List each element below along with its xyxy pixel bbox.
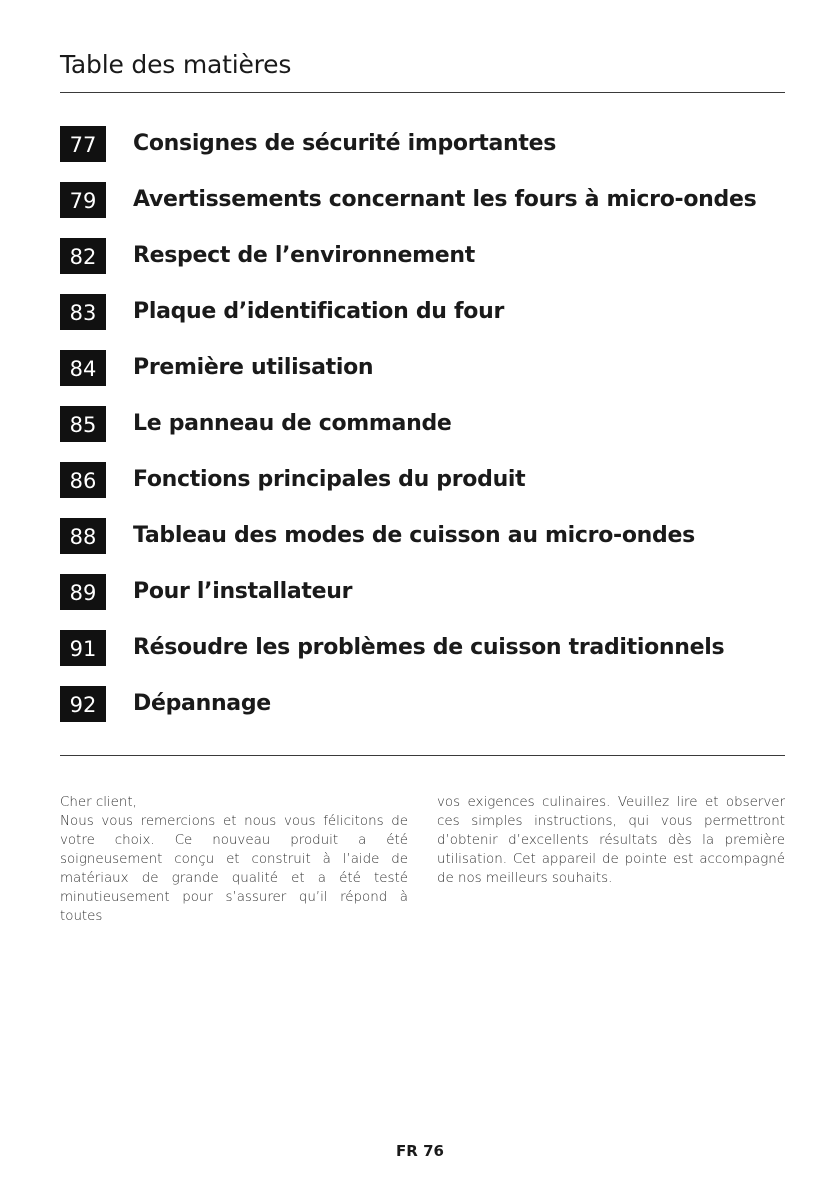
toc-item-installateur[interactable] <box>60 574 785 630</box>
toc-item-label: Consignes de sécurité importantes <box>133 131 557 156</box>
toc-page-number: 86 <box>60 462 106 498</box>
toc-item-premiere-utilisation[interactable] <box>60 350 785 406</box>
toc-item-label: Le panneau de commande <box>133 411 452 436</box>
intro-salutation: Cher client, <box>60 795 137 810</box>
top-divider <box>60 92 785 93</box>
toc-page-number: 82 <box>60 238 106 274</box>
table-of-contents <box>60 126 785 742</box>
toc-item-label: Fonctions principales du produit <box>133 467 526 492</box>
intro-paragraph-left: Nous vous remercions et nous vous félicitons de votre choix. Ce nouveau produit a été soigneusement conçu et construit à l’aide de matériaux de grande qualité et a été testé minutieusement pour s’assurer qu’il répond à toutes <box>60 814 408 924</box>
intro-column-right <box>437 793 785 926</box>
page-title: Table des matières <box>60 50 292 79</box>
toc-item-environnement[interactable] <box>60 238 785 294</box>
toc-item-label: Résoudre les problèmes de cuisson traditionnels <box>133 635 725 660</box>
toc-item-label: Respect de l’environnement <box>133 243 475 268</box>
toc-item-label: Première utilisation <box>133 355 374 380</box>
page-number: FR 76 <box>396 1142 444 1160</box>
toc-page-number: 77 <box>60 126 106 162</box>
toc-item-label: Pour l’installateur <box>133 579 353 604</box>
bottom-divider <box>60 755 785 756</box>
toc-page-number: 83 <box>60 294 106 330</box>
toc-page-number: 91 <box>60 630 106 666</box>
toc-item-label: Plaque d’identification du four <box>133 299 504 324</box>
toc-item-panneau-commande[interactable] <box>60 406 785 462</box>
toc-item-plaque[interactable] <box>60 294 785 350</box>
toc-item-consignes[interactable] <box>60 126 785 182</box>
toc-item-label: Dépannage <box>133 691 271 716</box>
toc-page-number: 88 <box>60 518 106 554</box>
toc-page-number: 84 <box>60 350 106 386</box>
intro-paragraph-right: vos exigences culinaires. Veuillez lire et observer ces simples instructions, qui vous permettront d’obtenir d’excellents résultats dès la première utilisation. Cet appareil de pointe est accompagné de nos meilleurs souhaits. <box>437 795 785 886</box>
toc-item-fonctions[interactable] <box>60 462 785 518</box>
toc-item-tableau-modes[interactable] <box>60 518 785 574</box>
toc-page-number: 89 <box>60 574 106 610</box>
toc-item-avertissements[interactable] <box>60 182 785 238</box>
toc-item-depannage[interactable] <box>60 686 785 742</box>
toc-page-number: 85 <box>60 406 106 442</box>
toc-page-number: 79 <box>60 182 106 218</box>
toc-item-label: Tableau des modes de cuisson au micro-ondes <box>133 523 695 548</box>
toc-page-number: 92 <box>60 686 106 722</box>
toc-item-label: Avertissements concernant les fours à micro-ondes <box>133 187 757 212</box>
intro-text <box>60 793 785 926</box>
toc-item-resoudre-problemes[interactable] <box>60 630 785 686</box>
intro-column-left <box>60 793 408 926</box>
